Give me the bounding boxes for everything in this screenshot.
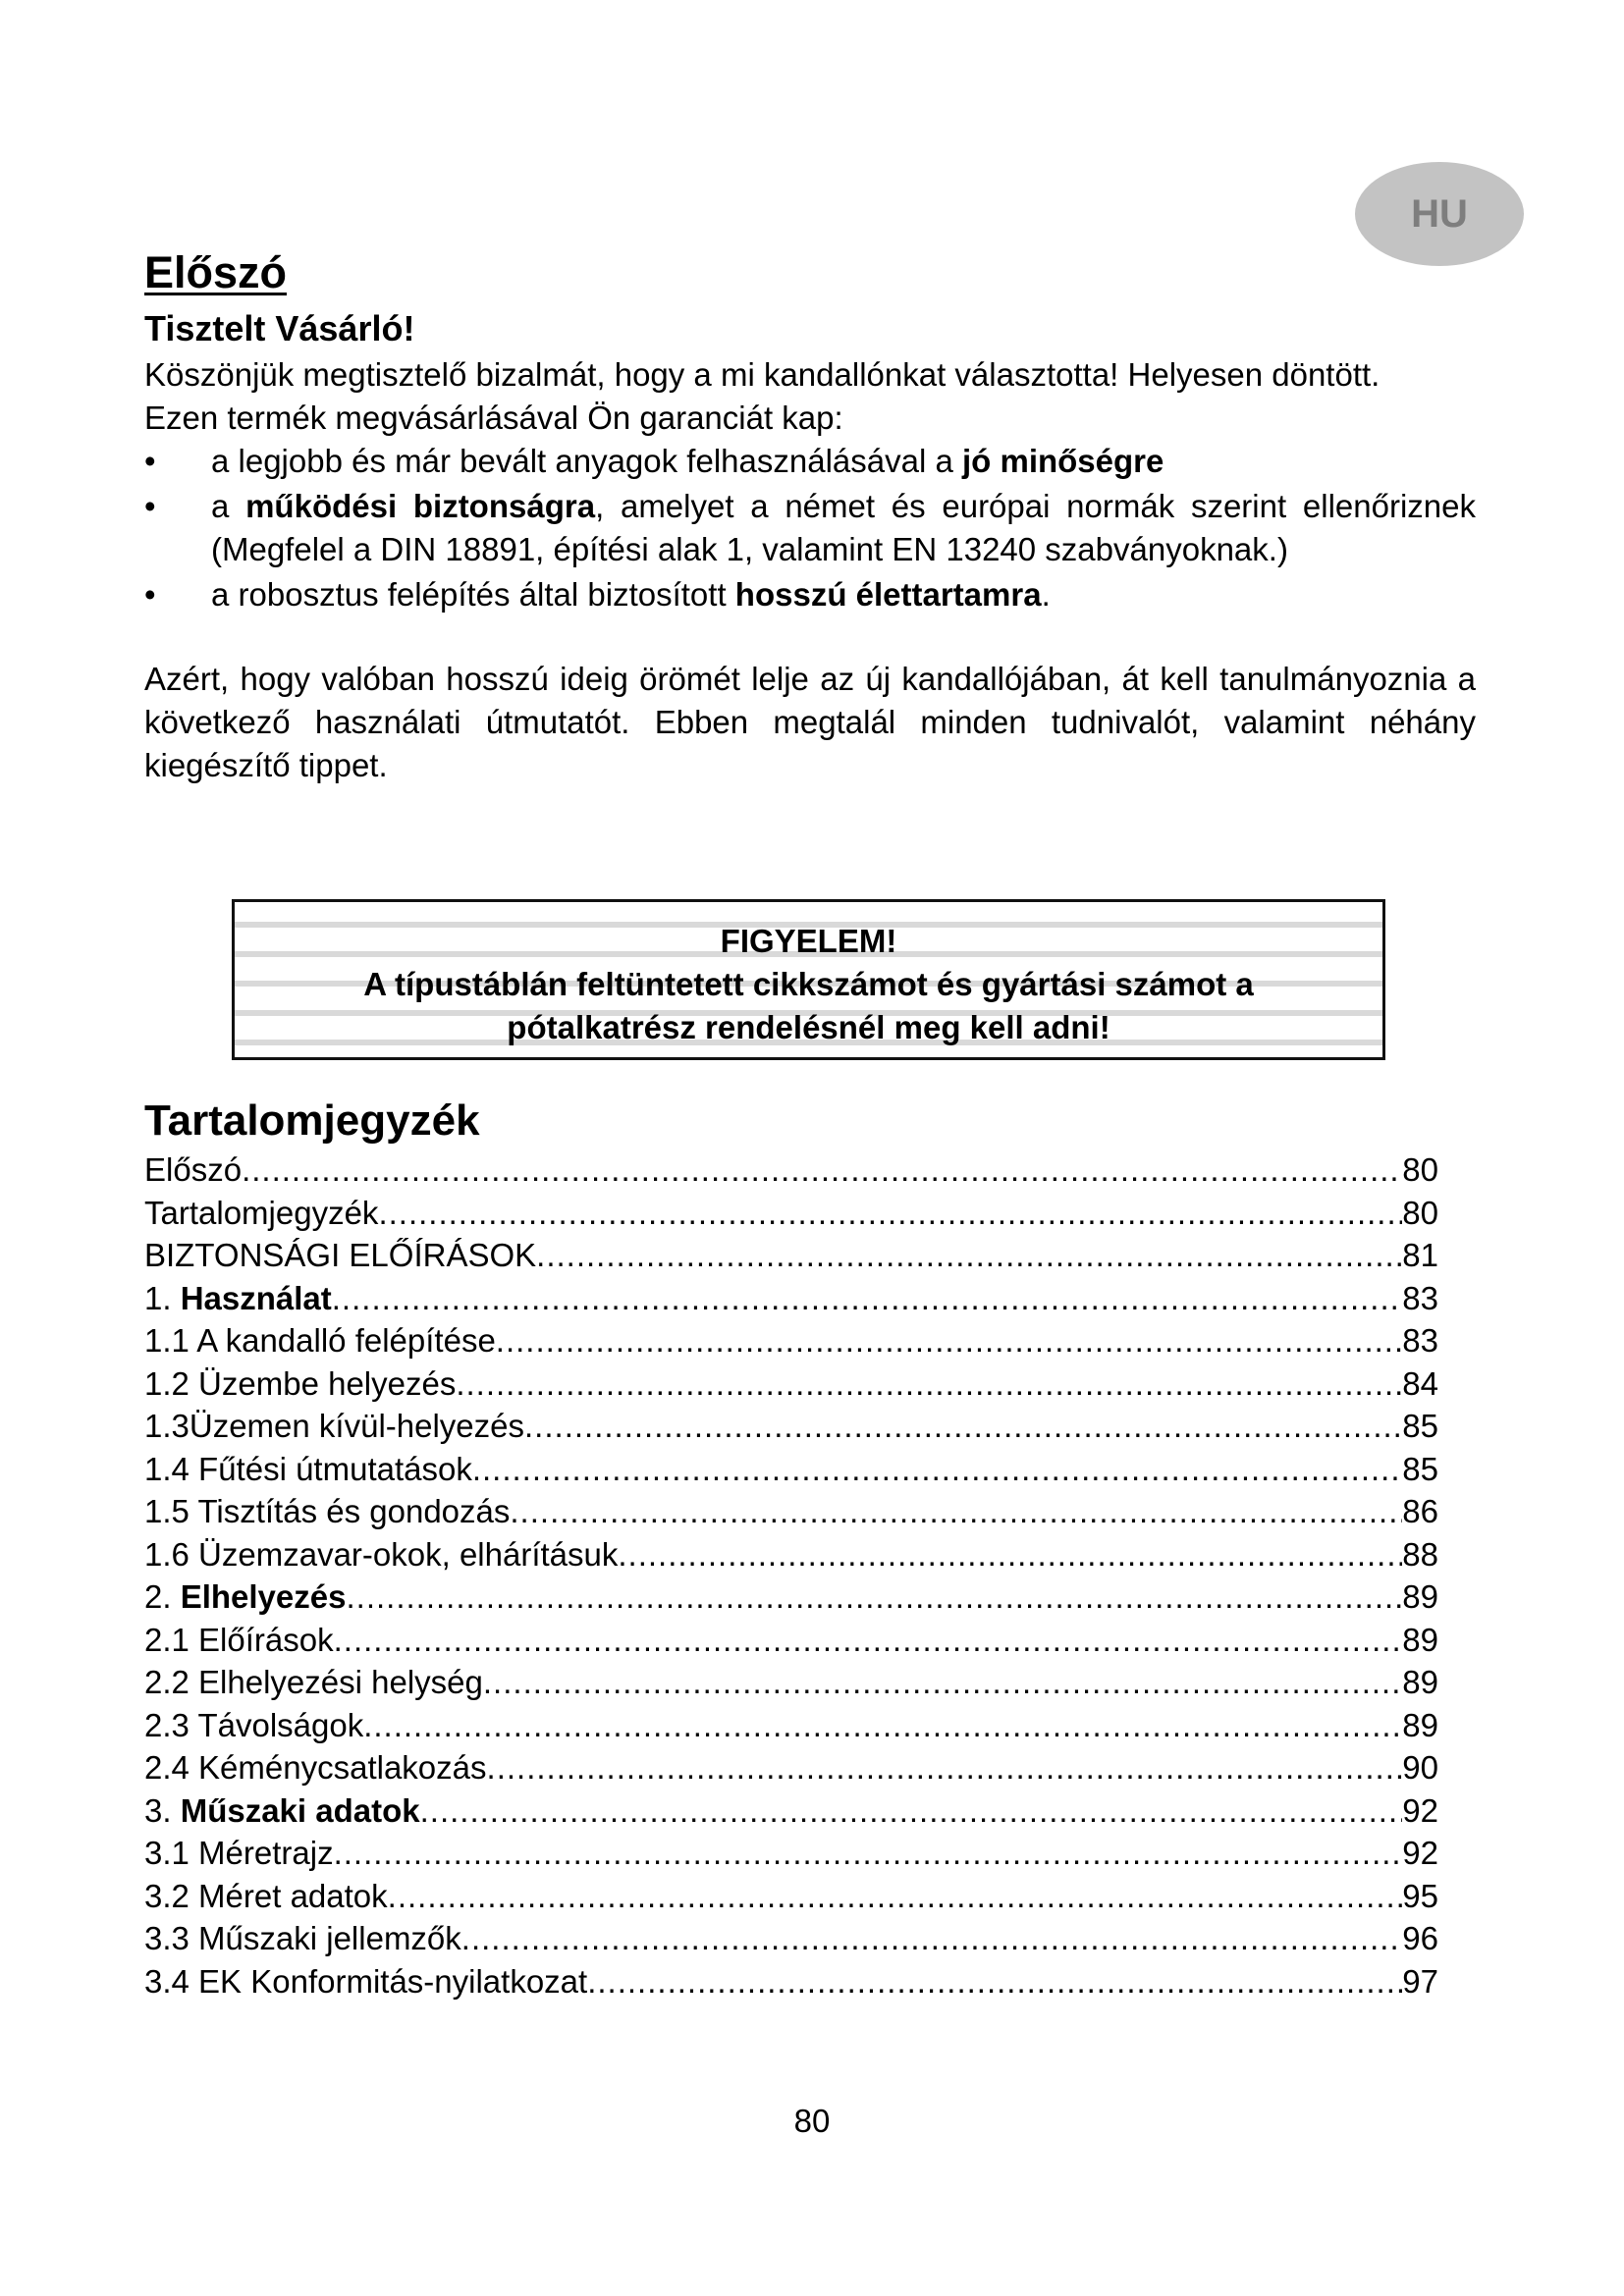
toc-entry-page: 88 [1402, 1535, 1438, 1573]
toc-entry[interactable] [144, 1148, 1438, 1192]
bullet-text: a legjobb és már bevált anyagok felhasználásával a [211, 443, 962, 479]
toc-leader-dots [332, 1277, 1403, 1320]
toc-leader-dots [242, 1148, 1402, 1192]
toc-entry[interactable] [144, 1448, 1438, 1491]
toc-entry-title: Távolságok [197, 1706, 364, 1743]
toc-entry[interactable] [144, 1234, 1438, 1277]
bullet-text: . [1041, 576, 1051, 613]
toc-entry[interactable] [144, 1192, 1438, 1235]
toc-entry-number: 1.1 [144, 1322, 189, 1359]
toc-leader-dots [536, 1234, 1402, 1277]
toc-entry-title: Elhelyezési helység [198, 1664, 483, 1700]
toc-entry-title: Üzemen kívül-helyezés [189, 1408, 525, 1444]
warning-title: FIGYELEM! [720, 923, 897, 959]
toc-entry-number: 3.1 [144, 1835, 189, 1871]
toc-entry-title: Elhelyezés [180, 1578, 347, 1615]
toc-entry-label [144, 1319, 496, 1362]
toc-leader-dots [456, 1362, 1402, 1406]
page-number: 80 [793, 2103, 831, 2139]
toc-leader-dots [461, 1917, 1402, 1960]
toc-entry-page: 90 [1402, 1749, 1438, 1786]
toc-entry-title: Előírások [198, 1621, 334, 1658]
toc-entry-label [144, 1533, 618, 1576]
toc-entry-title: Tisztítás és gondozás [197, 1493, 511, 1529]
toc-entry-label [144, 1490, 510, 1533]
toc-entry-label [144, 1875, 388, 1918]
toc-entry-page: 81 [1402, 1237, 1438, 1273]
toc-entry[interactable] [144, 1832, 1438, 1875]
toc-entry-title: Fűtési útmutatások [198, 1450, 472, 1487]
toc-entry-number: 3.4 [144, 1962, 189, 2000]
warning-line: pótalkatrész rendelésnél meg kell adni! [507, 1009, 1110, 1045]
toc-entry-number: 1.3 [144, 1408, 189, 1444]
intro-paragraph-2: Ezen termék megvásárlásával Ön garanciát kap: [144, 400, 843, 436]
toc-entry-title: Használat [180, 1279, 332, 1316]
toc-entry-label [144, 1917, 461, 1960]
page-title: Előszó [144, 247, 288, 297]
language-badge: HU [1355, 162, 1524, 266]
toc-entry-title: Tartalomjegyzék [144, 1194, 379, 1231]
toc-entry-label [144, 1192, 378, 1235]
toc-leader-dots [524, 1405, 1402, 1448]
intro-section [144, 353, 1476, 787]
toc-entry-page: 92 [1402, 1835, 1438, 1871]
toc-entry[interactable] [144, 1789, 1438, 1833]
toc-entry[interactable] [144, 1533, 1438, 1576]
toc-entry-title: Műszaki jellemzők [198, 1920, 461, 1956]
list-item [144, 573, 1476, 616]
table-of-contents [144, 1148, 1438, 2002]
toc-entry-title: Előszó [144, 1151, 243, 1188]
toc-entry[interactable] [144, 1575, 1438, 1619]
toc-entry-page: 89 [1402, 1664, 1438, 1700]
bullet-bold-text: hosszú élettartamra [734, 576, 1042, 613]
toc-entry-number: 2.2 [144, 1664, 189, 1700]
toc-leader-dots [587, 1960, 1402, 2003]
toc-entry-page: 80 [1402, 1151, 1438, 1188]
toc-entry-title: Méretrajz [198, 1835, 334, 1871]
toc-entry-number: 1.4 [144, 1450, 189, 1487]
toc-entry-label [144, 1405, 524, 1448]
toc-leader-dots [388, 1875, 1403, 1918]
toc-entry-page: 92 [1402, 1791, 1438, 1829]
toc-entry-label [144, 1960, 587, 2003]
warning-line: A típustáblán feltüntetett cikkszámot és gyártási számot a [363, 966, 1254, 1002]
toc-entry[interactable] [144, 1917, 1438, 1960]
toc-entry-label [144, 1789, 420, 1833]
toc-entry-label [144, 1234, 536, 1277]
toc-entry-label [144, 1746, 487, 1789]
toc-leader-dots [510, 1490, 1402, 1533]
toc-entry-number: 1.6 [144, 1535, 189, 1573]
toc-entry-page: 89 [1402, 1621, 1438, 1658]
toc-entry-label [144, 1704, 363, 1747]
toc-entry-number: 2.4 [144, 1749, 189, 1786]
toc-entry-title: Üzembe helyezés [198, 1364, 457, 1402]
toc-entry-label [144, 1448, 472, 1491]
toc-entry-title: EK Konformitás-nyilatkozat [198, 1962, 588, 2000]
toc-leader-dots [346, 1575, 1402, 1619]
toc-entry-number: 1.2 [144, 1364, 189, 1402]
list-item [144, 440, 1476, 483]
toc-entry-page: 84 [1402, 1364, 1438, 1402]
toc-entry-title: Kéménycsatlakozás [198, 1749, 487, 1786]
toc-entry-page: 86 [1402, 1493, 1438, 1529]
list-item [144, 485, 1476, 571]
toc-entry-label [144, 1575, 346, 1619]
toc-entry-title: Méret adatok [198, 1877, 388, 1914]
guarantee-list [144, 440, 1476, 616]
toc-entry-number: 3. [144, 1791, 172, 1829]
toc-entry-label [144, 1277, 332, 1320]
toc-entry[interactable] [144, 1661, 1438, 1704]
toc-entry-label [144, 1362, 456, 1406]
toc-leader-dots [472, 1448, 1402, 1491]
toc-entry-number: 2.1 [144, 1621, 189, 1658]
toc-entry-number: 1. [144, 1279, 172, 1316]
toc-leader-dots [487, 1746, 1403, 1789]
toc-entry-title: Műszaki adatok [180, 1791, 420, 1829]
intro-paragraph-1: Köszönjük megtisztelő bizalmát, hogy a mi kandallónkat választotta! Helyesen döntött. [144, 356, 1380, 393]
toc-entry-page: 85 [1402, 1408, 1438, 1444]
toc-leader-dots [496, 1319, 1402, 1362]
toc-entry[interactable] [144, 1619, 1438, 1662]
toc-entry-page: 89 [1402, 1578, 1438, 1615]
toc-entry-page: 89 [1402, 1706, 1438, 1743]
toc-entry-page: 95 [1402, 1877, 1438, 1914]
toc-entry-page: 83 [1402, 1279, 1438, 1316]
toc-entry-page: 96 [1402, 1920, 1438, 1956]
toc-entry-title: A kandalló felépítése [196, 1322, 496, 1359]
toc-entry-number: 3.2 [144, 1877, 189, 1914]
warning-box [232, 899, 1385, 1060]
toc-entry-page: 85 [1402, 1450, 1438, 1487]
toc-leader-dots [363, 1704, 1402, 1747]
toc-entry-label [144, 1619, 334, 1662]
toc-entry[interactable] [144, 1277, 1438, 1320]
toc-entry-label [144, 1661, 483, 1704]
toc-leader-dots [618, 1533, 1402, 1576]
toc-entry[interactable] [144, 1405, 1438, 1448]
toc-entry[interactable] [144, 1490, 1438, 1533]
toc-leader-dots [334, 1832, 1403, 1875]
toc-entry-page: 80 [1402, 1194, 1438, 1231]
toc-leader-dots [420, 1789, 1403, 1833]
toc-leader-dots [378, 1192, 1402, 1235]
toc-entry-page: 83 [1402, 1322, 1438, 1359]
toc-entry-title: Üzemzavar-okok, elhárításuk [198, 1535, 619, 1573]
toc-heading: Tartalomjegyzék [144, 1096, 480, 1145]
bullet-bold-text: működési biztonságra [245, 488, 596, 524]
bullet-text: a robosztus felépítés által biztosított [211, 576, 735, 613]
greeting-heading: Tisztelt Vásárló! [144, 308, 415, 348]
toc-entry-number: 1.5 [144, 1493, 189, 1529]
bullet-bold-text: jó minőségre [961, 443, 1164, 479]
toc-entry[interactable] [144, 1704, 1438, 1747]
bullet-text: , amelyet a német és európai normák szerint ellenőriznek (Megfelel a DIN 18891, építési alak 1, valamint EN 13240 szabványoknak.) [211, 488, 1476, 567]
toc-entry-title: BIZTONSÁGI ELŐÍRÁSOK [144, 1237, 537, 1273]
toc-leader-dots [483, 1661, 1402, 1704]
toc-entry[interactable] [144, 1875, 1438, 1918]
intro-paragraph-3: Azért, hogy valóban hosszú ideig örömét lelje az új kandallójában, át kell tanulmányoznia a következő használati útmutatót. Ebben megtalál minden tudnivalót, valamint néhány kiegészítő tippet. [144, 661, 1476, 783]
toc-entry[interactable] [144, 1362, 1438, 1406]
toc-entry[interactable] [144, 1746, 1438, 1789]
toc-entry-number: 2. [144, 1578, 172, 1615]
toc-entry-number: 2.3 [144, 1706, 189, 1743]
toc-entry-number: 3.3 [144, 1920, 189, 1956]
bullet-text: a [211, 488, 246, 524]
toc-leader-dots [334, 1619, 1403, 1662]
toc-entry-label [144, 1832, 334, 1875]
toc-entry[interactable] [144, 1960, 1438, 2003]
toc-entry-page: 97 [1402, 1962, 1438, 2000]
toc-entry-label [144, 1148, 242, 1192]
toc-entry[interactable] [144, 1319, 1438, 1362]
